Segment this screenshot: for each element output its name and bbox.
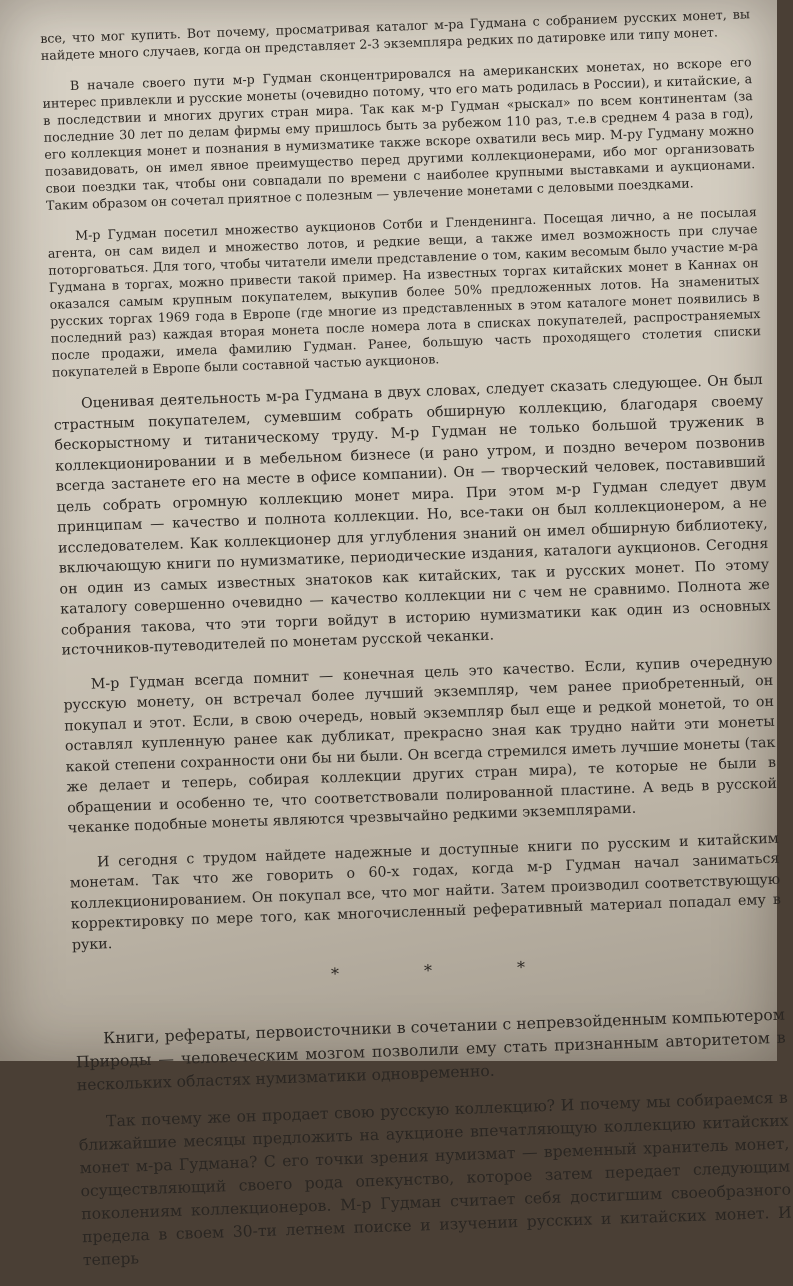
section-separator: * * *	[330, 956, 566, 984]
page-text	[40, 5, 793, 1286]
paragraph-4: Оценивая деятельность м-ра Гудмана в двух словах, следует сказать следующее. Он был страстным покупателем, сумевшим собрать обширную коллекцию, благодаря своему бескорыстному и титаническому труду. М-р Гудман не только большой труженик в коллекционировании и в мебельном бизнесе (и рано утром, и поздно вечером позвонив всегда застанете его на месте в офисе компании). Он — творческий человек, поставивший цель собрать огромную коллекцию монет мира. При этом м-р Гудман следует двум принципам — качество и полнота коллекции. Но, все-таки он был коллекционером, а не исследователем. Как коллекционер для углубления знаний он имел обширную библиотеку, включающую книги по нумизматике, периодические издания, каталоги аукционов. Сегодня он один из самых известных знатоков как китайских, так и русских монет. По этому каталогу совершенно очевидно — качество коллекции ни с чем не сравнимо. Полнота же собрания такова, что эти торги войдут в историю нумизматики как один из основных источников-путеводителей по монетам русской чеканки.	[53, 371, 771, 659]
text-middle-section	[53, 370, 783, 994]
text-top-section	[40, 5, 762, 381]
paragraph-1: все, что мог купить. Вот почему, просматривая каталог м-ра Гудмана с собранием русских монет, вы найдете много случаев, когда он представляет 2-3 экземпляра редких по датировке или типу монет.	[40, 6, 751, 63]
paragraph-6: И сегодня с трудом найдете надежные и доступные книги по русским и китайским монетам. Так что же говорить о 60-х годах, когда м-р Гудман начал заниматься коллекционированием. Он покупал все, что мог найти. Затем производил соответствующую корректировку по мере того, как многочисленный реферативный материал попадал ему в руки.	[69, 830, 782, 953]
paragraph-7: Книги, рефераты, первоисточники в сочетании с непревзойденным компьютером Природы — человеческим мозгом позволили ему стать признанным авторитетом в нескольких областях нумизматики одновременно.	[75, 1005, 786, 1094]
paragraph-2: В начале своего пути м-р Гудман сконцентрировался на американских монетах, но вскоре его интерес привлекли и русские монеты (очевидно потому, что его мать родилась в России), и китайские, а в последствии и многих других стран мира. Так как м-р Гудман «рыскал» по всем континентам (за последние 30 лет по делам фирмы ему пришлось быть за рубежом 110 раз, т.е.в среднем 4 раза в год), его коллекция монет и познания в нумизматике также вскоре охватили весь мир. М-ру Гудману можно позавидовать, он имел явное преимущество перед другими коллекционерами, ибо мог организовать свои поездки так, чтобы они совпадали по времени с наиболее крупными выставками и аукционами. Таким образом он сочетал приятное с полезным — увлечение монетами с деловыми поездками.	[42, 54, 756, 213]
text-bottom-section	[75, 1003, 793, 1272]
paragraph-5: М-р Гудман всегда помнит — конечная цель это качество. Если, купив очередную русскую монету, он встречал более лучший экземпляр, чем ранее приобретенный, он покупал и этот. Если, в свою очередь, новый экземпляр был еще и редкой монетой, то он оставлял купленную ранее как дубликат, прекрасно зная как трудно найти эти монеты какой степени сохранности они бы ни были. Он всегда стремился иметь лучшие монеты (так же делает и теперь, собирая коллекции других стран мира), те которые не были в обращении и особенно те, что соответствовали полированной пластине. А ведь в русской чеканке подобные монеты являются чрезвычайно редкими экземплярами.	[63, 652, 778, 837]
paragraph-8: Так почему же он продает свою русскую коллекцию? И почему мы собираемся в ближайшие месяцы предложить на аукционе впечатляющую коллекцию китайских монет м-ра Гудмана? С его точки зрения нумизмат — временный хранитель монет, осуществляющий своего рода опекунство, которое затем передает следующим поколениям коллекционеров. М-р Гудман считает себя достигшим своеобразного предела в своем 30-ти летнем поиске и изучении русских и китайских монет. И теперь	[78, 1088, 793, 1269]
paragraph-3: М-р Гудман посетил множество аукционов Сотби и Гленденинга. Посещая лично, а не посылая агента, он сам видел и множество лотов, и редкие вещи, а также имел возможность при случае поторговаться. Для того, чтобы читатели имели представление о том, каким весомым было участие м-ра Гудмана в торгах, можно привести такой пример. На известных торгах китайских монет в Каннах он оказался самым крупным покупателем, выкупив более 50% предложенных лотов. На знаменитых русских торгах 1969 года в Европе (где многие из представленных в этом каталоге монет появились в последний раз) каждая вторая монета после номера лота в списках покупателей, распространяемых после продажи, имела фамилию Гудман. Ранее, большую часть проходящего столетия списки покупателей в Европе были составной частью аукционов.	[47, 204, 762, 380]
